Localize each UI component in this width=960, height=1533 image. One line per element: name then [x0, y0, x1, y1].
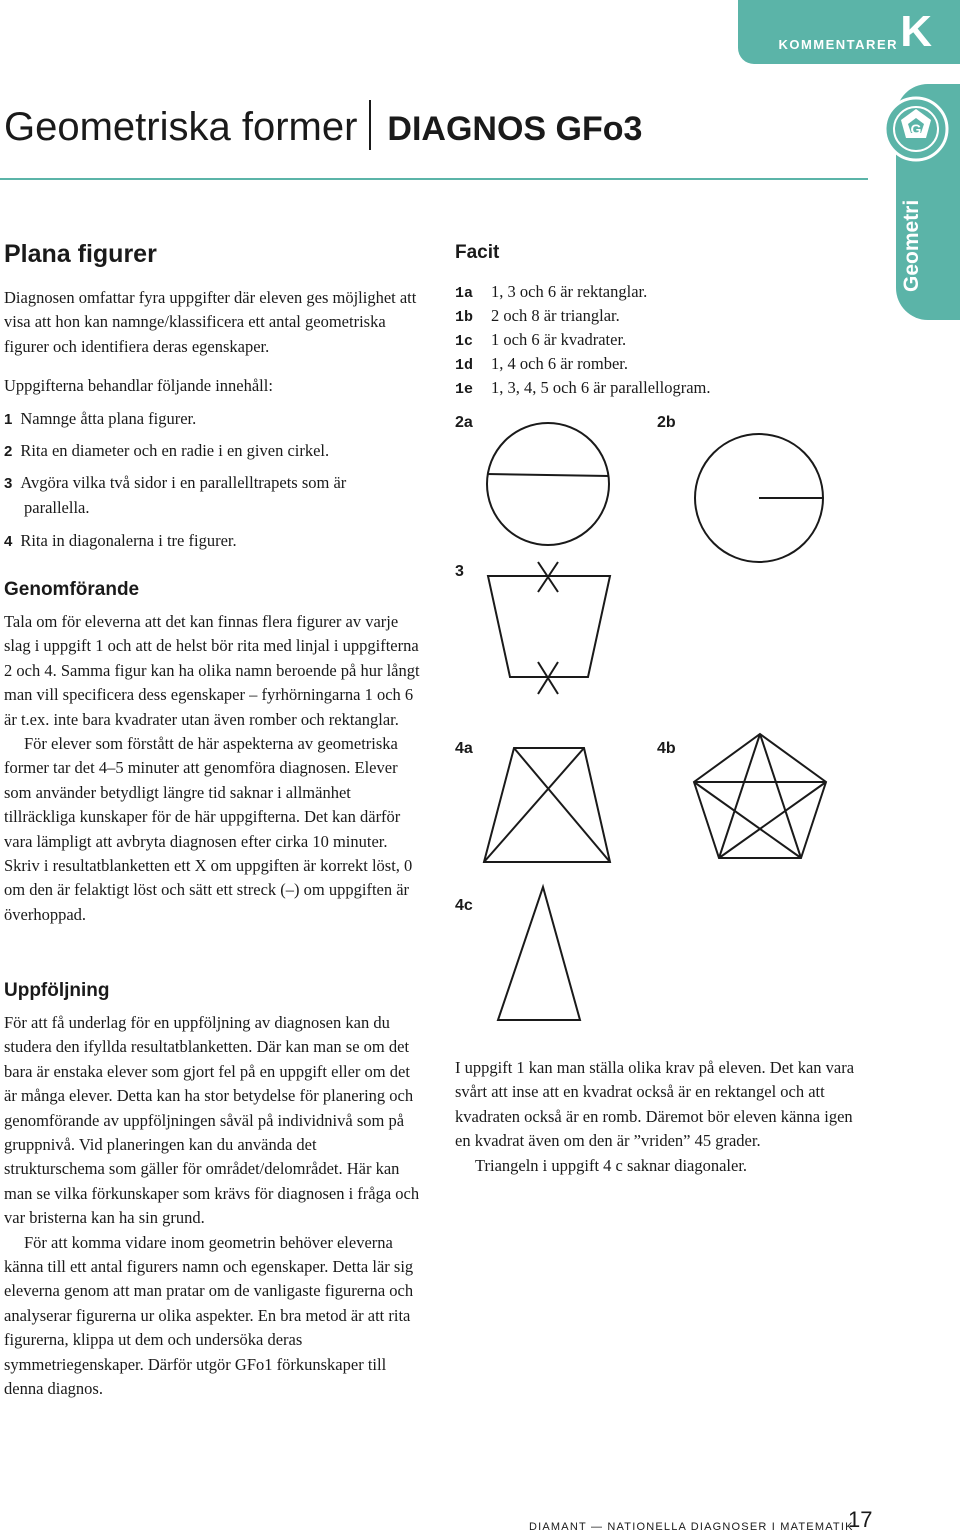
task-text: Avgöra vilka två sidor i en parallelltrapets som är	[20, 473, 347, 492]
task-item	[4, 407, 420, 432]
tab-letter: K	[900, 7, 932, 56]
facit-label: 1c	[455, 333, 474, 350]
page-title	[4, 100, 642, 150]
genomforande-body	[4, 610, 420, 927]
logo-letter: G	[910, 121, 922, 137]
intro-paragraph: Diagnosen omfattar fyra uppgifter där eleven ges möjlighet att visa att hon kan namnge/klassificera ett antal geometriska figurer och identifiera deras egenskaper.	[4, 288, 417, 356]
facit-text: 1, 4 och 6 är romber.	[491, 354, 629, 373]
genomforande-paragraph: Tala om för eleverna att det kan finnas flera figurer av varje slag i uppgift 1 och att de helst bör rita med linjal i uppgifterna 2 och 4. Samma figur kan ha olika namn beroende på hur långt man vill specificera dess egenskaper – fyrhörningarna 1 och 6 är t.ex. inte bara kvadrater utan även romber och rektanglar.	[4, 612, 420, 729]
task-number: 3	[4, 475, 13, 492]
uppfoljning-body	[4, 1011, 420, 1402]
side-label: Geometri	[900, 199, 923, 292]
figure-label-2b: 2b	[657, 414, 676, 431]
facit-text: 1 och 6 är kvadrater.	[491, 330, 627, 349]
facit-row	[455, 280, 647, 306]
task-number: 4	[4, 533, 13, 550]
facit-heading: Facit	[455, 242, 500, 263]
facit-row	[455, 352, 628, 378]
figure-label-4b: 4b	[657, 740, 676, 757]
task-text: Rita en diameter och en radie i en given cirkel.	[20, 441, 330, 460]
task-item	[4, 471, 420, 521]
task-number: 1	[4, 411, 13, 428]
facit-text: 1, 3 och 6 är rektanglar.	[491, 282, 648, 301]
facit-row	[455, 376, 710, 402]
figure-label-3: 3	[455, 563, 464, 580]
figure-label-2a: 2a	[455, 414, 473, 431]
facit-text: 2 och 8 är trianglar.	[491, 306, 620, 325]
figure-4c-triangle	[0, 0, 1, 1]
note-body	[455, 1056, 870, 1178]
facit-label: 1b	[455, 309, 474, 326]
uppfoljning-paragraph: För att komma vidare inom geometrin behöver eleverna känna till ett antal figurers namn och egenskaper. Detta lär sig eleverna genom att man pratar om de vanligaste figurerna och analyserar figurerna ur olika aspekter. En bra metod är att rita figurerna, klippa ut dem och undersöka deras symmetriegenskaper. Därför utgör GFo1 förkunskaper till denna diagnos.	[4, 1232, 414, 1399]
title-divider	[369, 100, 371, 150]
header-tab	[738, 0, 960, 64]
facit-label: 1a	[455, 285, 474, 302]
title-main: Geometriska former	[4, 105, 358, 149]
title-code: DIAGNOS GFo3	[387, 110, 643, 148]
task-text: Rita in diagonalerna i tre figurer.	[20, 531, 237, 550]
facit-label: 1e	[455, 381, 474, 398]
task-text: Namnge åtta plana figurer.	[20, 409, 197, 428]
facit-text: 1, 3, 4, 5 och 6 är parallellogram.	[491, 378, 711, 397]
uppfoljning-paragraph: För att få underlag för en uppföljning av diagnosen kan du studera den ifyllda resultatblanketten. Där kan man se om det bara är enstaka elever som gjort fel på en uppgift eller om det är många elever. Detta kan ha stor betydelse för planering och genomförande av uppföljningen såväl på individnivå som på gruppnivå. Vid planeringen kan du använda det strukturschema som gäller för området/delområdet. Här kan man se vilka förkunskaper som krävs för diagnosen i fråga och var bristerna kan ha sin grund.	[4, 1013, 420, 1228]
task-text-continued: parallella.	[24, 498, 90, 518]
title-rule	[0, 178, 868, 180]
note-paragraph: I uppgift 1 kan man ställa olika krav på eleven. Det kan vara svårt att inse att en kvadrat också är en rektangel och att kvadraten också är en romb. Däremot bör eleven känna igen en kvadrat även om den är ”vriden” 45 grader.	[455, 1058, 855, 1151]
intro-lead: Uppgifterna behandlar följande innehåll:	[4, 376, 273, 395]
figure-label-4a: 4a	[455, 740, 473, 757]
task-item	[4, 439, 420, 464]
note-paragraph: Triangeln i uppgift 4 c saknar diagonaler.	[475, 1155, 748, 1175]
plana-heading: Plana figurer	[4, 240, 157, 268]
genomforande-paragraph: För elever som förstått de här aspekterna av geometriska former tar det 4–5 minuter att genomföra diagnosen. Elever som använder betydligt längre tid saknar i allmänhet tillräckliga kunskaper för de här uppgifterna. Det kan därför vara lämpligt att avbryta diagnosen efter cirka 10 minuter. Skriv i resultatblanketten ett X om uppgiften är korrekt löst, 0 om den är felaktigt löst och sätt ett streck (–) om uppgiften är överhoppad.	[4, 734, 413, 924]
footer-text: DIAMANT — NATIONELLA DIAGNOSER I MATEMATIK	[529, 1521, 854, 1533]
page-number: 17	[848, 1507, 873, 1532]
figure-label-4c: 4c	[455, 897, 473, 914]
task-number: 2	[4, 443, 13, 460]
task-item	[4, 529, 420, 554]
geometri-logo-icon	[883, 96, 949, 162]
facit-label: 1d	[455, 357, 474, 374]
uppfoljning-heading: Uppföljning	[4, 980, 110, 1001]
facit-row	[455, 328, 626, 354]
facit-row	[455, 304, 620, 330]
tab-label: KOMMENTARER	[778, 37, 898, 52]
genomforande-heading: Genomförande	[4, 579, 140, 600]
